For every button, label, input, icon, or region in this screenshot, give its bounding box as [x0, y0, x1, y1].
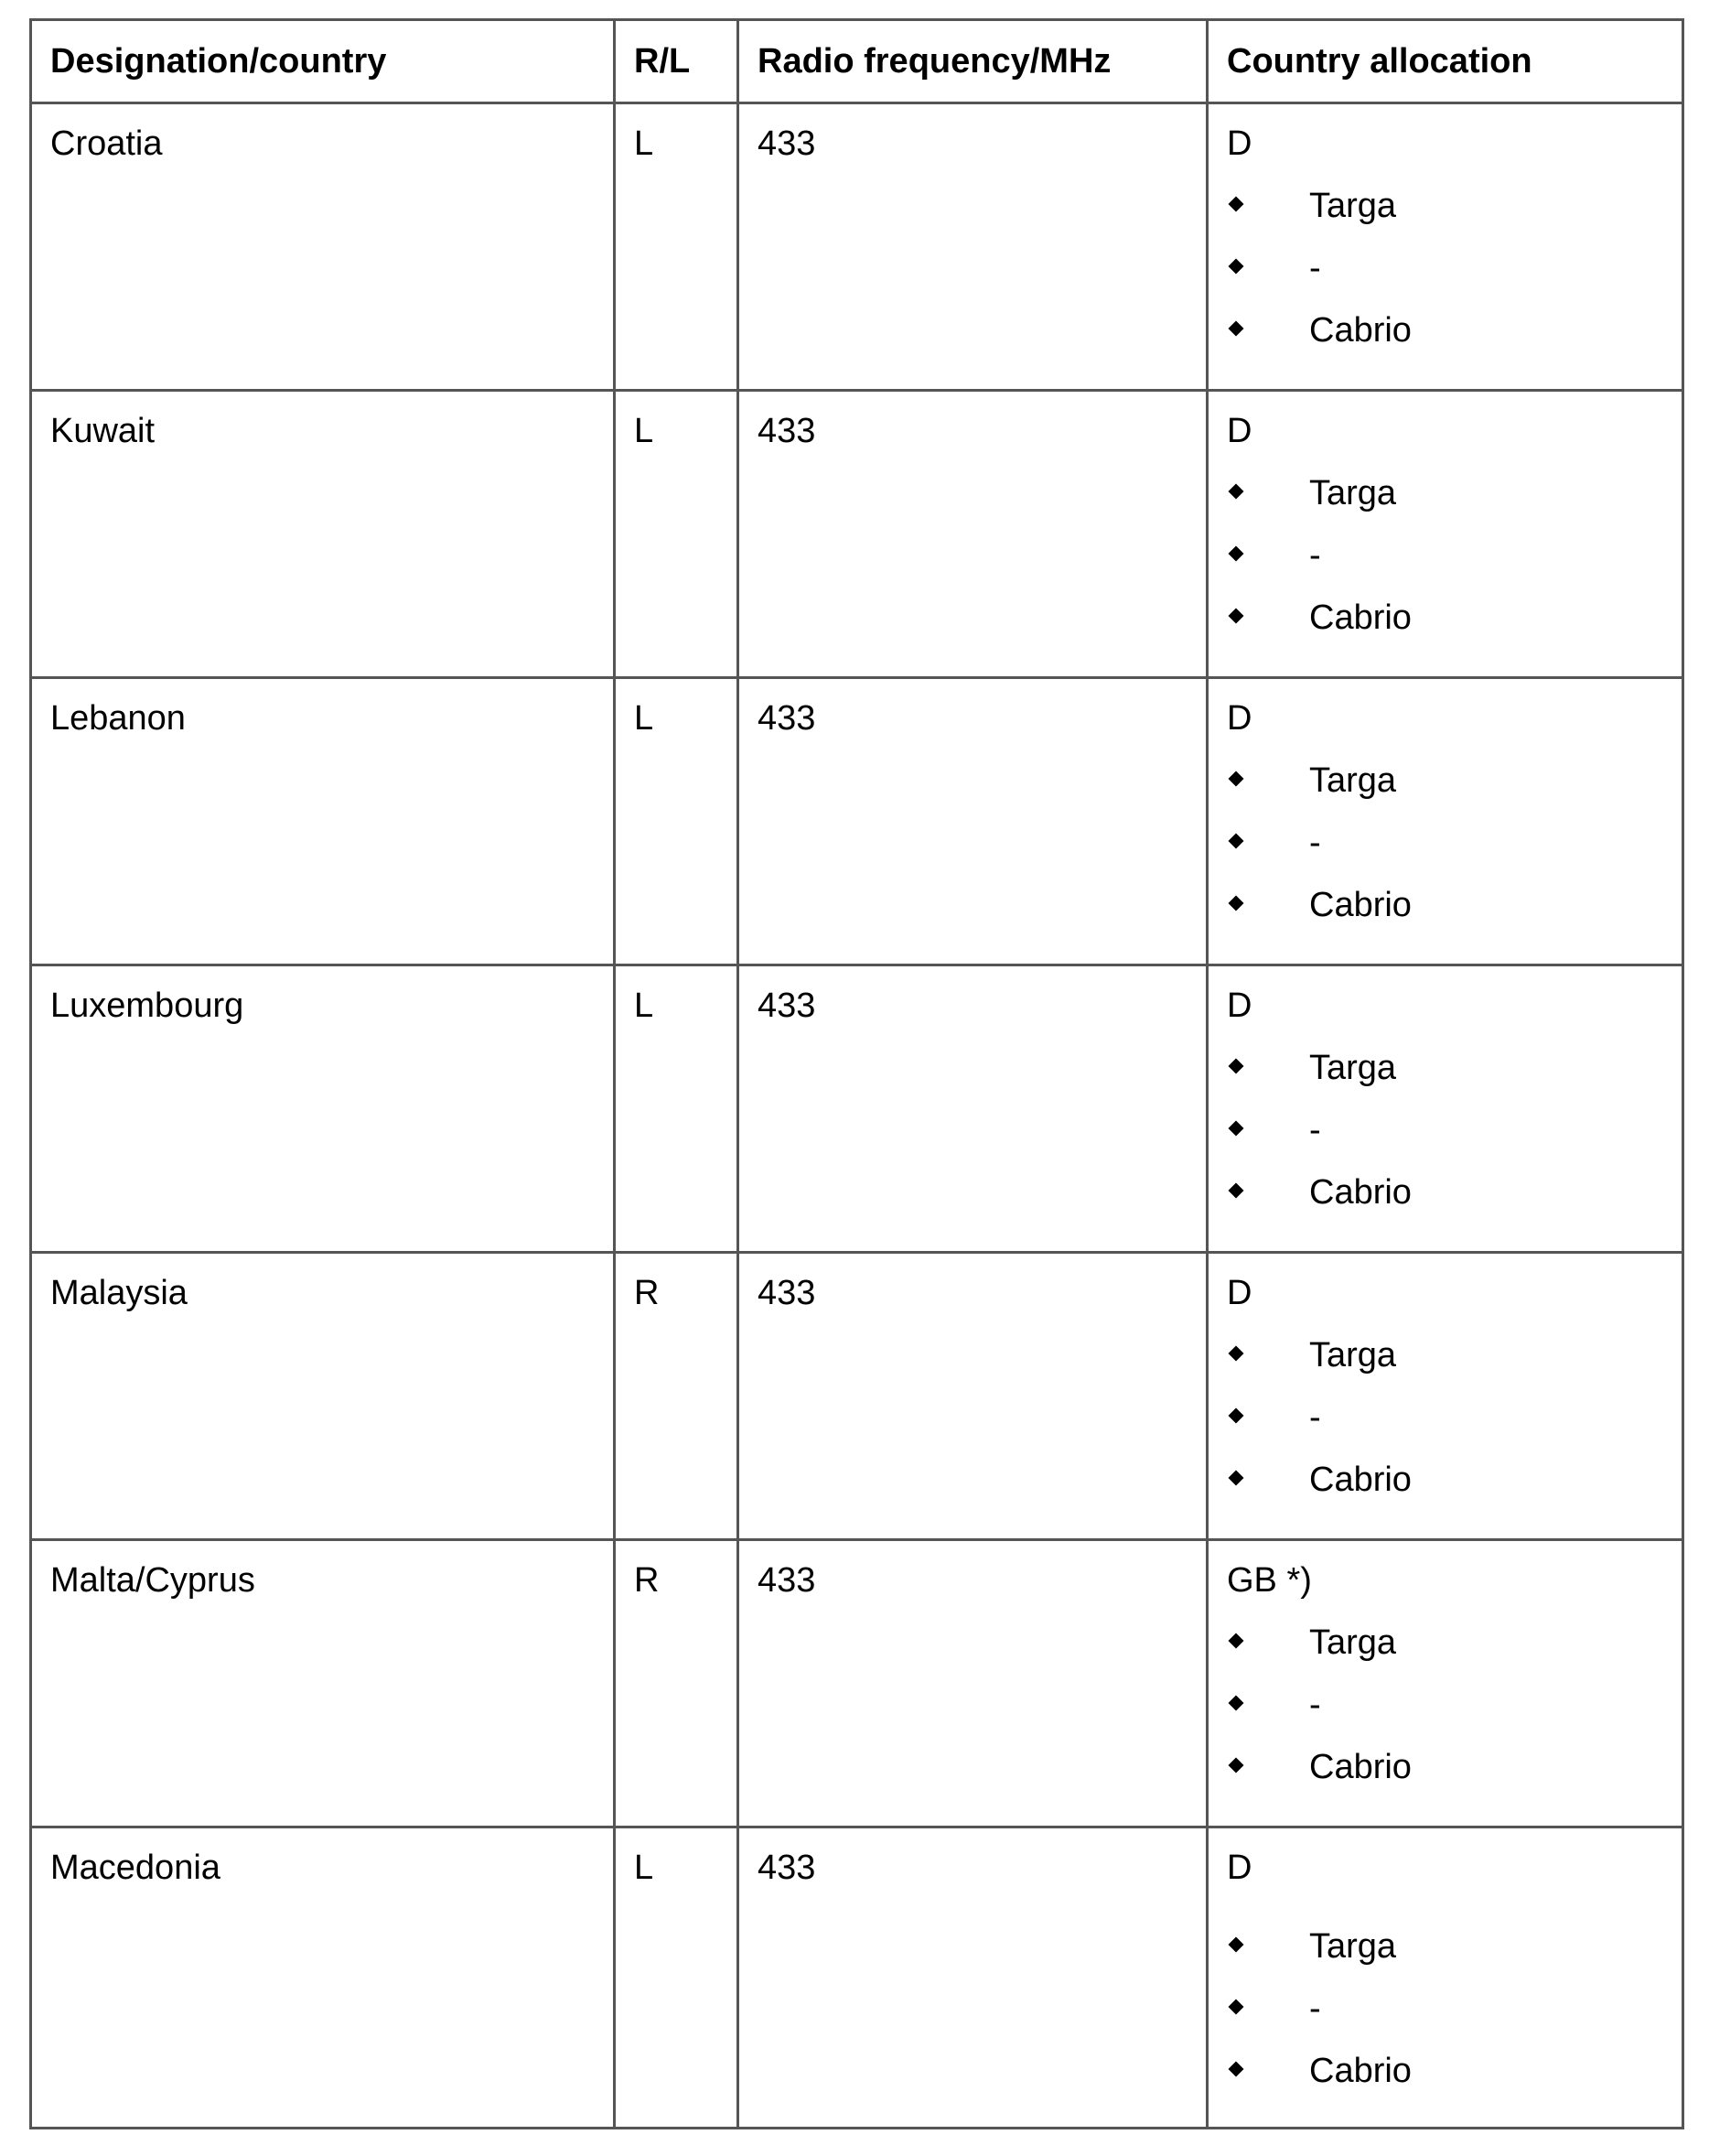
allocation-code: D	[1227, 412, 1252, 450]
frequency-cell: 433	[738, 1540, 1208, 1827]
variant-item	[1227, 1334, 1663, 1396]
diamond-bullet-icon	[1229, 484, 1244, 500]
allocation-cell	[1208, 1540, 1683, 1827]
variant-item	[1227, 884, 1663, 946]
variant-label: -	[1309, 1686, 1321, 1724]
header-designation-country: Designation/country	[31, 20, 615, 103]
variant-label: -	[1309, 536, 1321, 575]
diamond-bullet-icon	[1229, 546, 1244, 562]
variant-item	[1227, 1109, 1663, 1171]
variant-label: -	[1309, 824, 1321, 862]
variant-label: Cabrio	[1309, 311, 1412, 350]
diamond-bullet-icon	[1229, 2000, 1244, 2015]
variant-label: -	[1309, 1111, 1321, 1149]
variant-label: Cabrio	[1309, 1461, 1412, 1499]
country-cell: Croatia	[31, 103, 615, 391]
diamond-bullet-icon	[1229, 1121, 1244, 1137]
diamond-bullet-icon	[1229, 1408, 1244, 1424]
allocation-cell	[1208, 1253, 1683, 1540]
variant-item	[1227, 1171, 1663, 1234]
allocation-cell	[1208, 1827, 1683, 2129]
variant-list	[1227, 472, 1663, 659]
table-row	[31, 103, 1683, 391]
variant-list	[1227, 1622, 1663, 1808]
variant-item	[1227, 1459, 1663, 1521]
variant-list	[1227, 1925, 1663, 2112]
diamond-bullet-icon	[1229, 834, 1244, 849]
table-header	[31, 20, 1683, 103]
rl-cell: L	[615, 391, 738, 678]
variant-item	[1227, 2050, 1663, 2112]
rl-cell: L	[615, 1827, 738, 2129]
variant-label: Cabrio	[1309, 1748, 1412, 1786]
country-cell: Kuwait	[31, 391, 615, 678]
country-cell: Macedonia	[31, 1827, 615, 2129]
variant-item	[1227, 1047, 1663, 1109]
rl-cell: L	[615, 678, 738, 965]
variant-label: Targa	[1309, 1623, 1397, 1662]
rl-cell: R	[615, 1540, 738, 1827]
diamond-bullet-icon	[1229, 609, 1244, 624]
table-row	[31, 678, 1683, 965]
variant-item	[1227, 1925, 1663, 1988]
diamond-bullet-icon	[1229, 1471, 1244, 1486]
diamond-bullet-icon	[1229, 1346, 1244, 1362]
variant-item	[1227, 185, 1663, 247]
variant-label: Cabrio	[1309, 598, 1412, 637]
table-row	[31, 1540, 1683, 1827]
rl-cell: L	[615, 965, 738, 1253]
diamond-bullet-icon	[1229, 1183, 1244, 1199]
variant-list	[1227, 1334, 1663, 1521]
table-body	[31, 103, 1683, 2129]
frequency-cell: 433	[738, 391, 1208, 678]
variant-list	[1227, 185, 1663, 372]
frequency-cell: 433	[738, 678, 1208, 965]
diamond-bullet-icon	[1229, 1633, 1244, 1649]
header-row	[31, 20, 1683, 103]
variant-label: Targa	[1309, 1049, 1397, 1087]
variant-label: Targa	[1309, 474, 1397, 512]
variant-item	[1227, 247, 1663, 309]
allocation-code: D	[1227, 1849, 1252, 1887]
table-row	[31, 391, 1683, 678]
table-row	[31, 965, 1683, 1253]
country-cell: Malaysia	[31, 1253, 615, 1540]
country-cell: Lebanon	[31, 678, 615, 965]
allocation-cell	[1208, 678, 1683, 965]
frequency-cell: 433	[738, 103, 1208, 391]
variant-label: Targa	[1309, 187, 1397, 225]
header-country-allocation: Country allocation	[1208, 20, 1683, 103]
allocation-cell	[1208, 391, 1683, 678]
country-cell: Luxembourg	[31, 965, 615, 1253]
allocation-code: D	[1227, 699, 1252, 738]
variant-list	[1227, 760, 1663, 946]
header-radio-frequency: Radio frequency/MHz	[738, 20, 1208, 103]
frequency-cell: 433	[738, 965, 1208, 1253]
variant-label: -	[1309, 1989, 1321, 2028]
variant-label: Targa	[1309, 1927, 1397, 1966]
diamond-bullet-icon	[1229, 1059, 1244, 1074]
frequency-cell: 433	[738, 1827, 1208, 2129]
allocation-code: GB *)	[1227, 1561, 1312, 1600]
variant-label: Cabrio	[1309, 886, 1412, 924]
variant-label: Cabrio	[1309, 1173, 1412, 1212]
variant-item	[1227, 597, 1663, 659]
rl-cell: L	[615, 103, 738, 391]
variant-item	[1227, 822, 1663, 884]
variant-label: -	[1309, 1398, 1321, 1437]
table-row	[31, 1827, 1683, 2129]
variant-item	[1227, 1988, 1663, 2050]
frequency-cell: 433	[738, 1253, 1208, 1540]
rl-cell: R	[615, 1253, 738, 1540]
allocation-cell	[1208, 965, 1683, 1253]
variant-item	[1227, 534, 1663, 597]
diamond-bullet-icon	[1229, 2062, 1244, 2077]
variant-item	[1227, 309, 1663, 372]
diamond-bullet-icon	[1229, 259, 1244, 275]
variant-list	[1227, 1047, 1663, 1234]
variant-item	[1227, 1396, 1663, 1459]
variant-item	[1227, 472, 1663, 534]
diamond-bullet-icon	[1229, 896, 1244, 911]
diamond-bullet-icon	[1229, 321, 1244, 337]
diamond-bullet-icon	[1229, 1937, 1244, 1953]
header-rl: R/L	[615, 20, 738, 103]
variant-label: -	[1309, 249, 1321, 287]
variant-item	[1227, 760, 1663, 822]
variant-item	[1227, 1622, 1663, 1684]
table-row	[31, 1253, 1683, 1540]
country-cell: Malta/Cyprus	[31, 1540, 615, 1827]
country-allocation-table	[29, 18, 1684, 2129]
allocation-code: D	[1227, 1274, 1252, 1312]
variant-item	[1227, 1684, 1663, 1746]
diamond-bullet-icon	[1229, 1696, 1244, 1711]
diamond-bullet-icon	[1229, 197, 1244, 212]
variant-item	[1227, 1746, 1663, 1808]
diamond-bullet-icon	[1229, 1758, 1244, 1773]
allocation-code: D	[1227, 986, 1252, 1025]
allocation-cell	[1208, 103, 1683, 391]
variant-label: Targa	[1309, 1336, 1397, 1374]
variant-label: Targa	[1309, 761, 1397, 800]
diamond-bullet-icon	[1229, 771, 1244, 787]
variant-label: Cabrio	[1309, 2052, 1412, 2090]
allocation-code: D	[1227, 124, 1252, 163]
